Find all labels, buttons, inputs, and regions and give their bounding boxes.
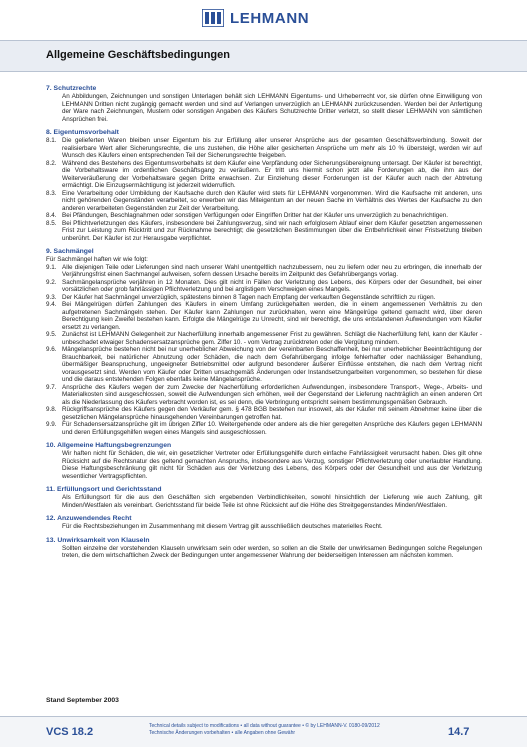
section-recht — [46, 514, 482, 531]
section-title: 11. Erfüllungsort und Gerichtsstand — [46, 486, 162, 493]
section-title: 13. Unwirksamkeit von Klauseln — [46, 536, 150, 544]
terms-content — [46, 84, 482, 565]
clause — [46, 301, 482, 331]
section-schutzrechte — [46, 84, 482, 123]
brand-name: LEHMANN — [230, 9, 310, 27]
clause-number: 9.2. — [46, 278, 57, 286]
clause-text: Rückgriffsansprüche des Käufers gegen den Verkäufer gem. § 478 BGB bestehen nur insoweit, als der Käufer mit seinem Abnehmer keine über die gesetzlichen Mängelansprüche hinausgehenden Vereinbarungen getroffen hat. — [62, 406, 482, 421]
clause — [46, 406, 482, 421]
clause-text: Ansprüche des Käufers wegen der zum Zwecke der Nacherfüllung erforderlichen Aufwendungen, insbesondere Transport-, Wege-, Arbeits- und Materialkosten sind ausgeschlossen, soweit die Aufwendungen sich erhöhen, weil der Gegenstand der Lieferung nachträglich an einen anderen Ort als die Niederlassung des Käufers verbracht worden ist, es sei denn, die Verbringung entspricht seinem bestimmungsgemäßen Gebrauch. — [62, 383, 482, 406]
page-title: Allgemeine Geschäftsbedingungen — [46, 49, 230, 61]
lehmann-logo-icon — [202, 9, 224, 27]
page-header — [0, 0, 527, 36]
clause-text: Zunächst ist LEHMANN Gelegenheit zur Nacherfüllung innerhalb angemessener Frist zu gewähren. Schlägt die Nacherfüllung fehl, kann der Käufer - unbeschadet etwaiger Schadensersatzansprüche gem. Ziffer 10. - vom Vertrag zurücktreten oder die Vergütung mindern. — [62, 331, 482, 346]
clause-text: Bei Pflichtverletzungen des Käufers, insbesondere bei Zahlungsverzug, sind wir nach erfolglosem Ablauf einer dem Käufer gesetzten angemessenen Frist zur Leistung zum Rücktritt und zur Rücknahme berechtigt; die gesetzlichen Bestimmungen über die Entbehrlichkeit einer Fristsetzung bleiben unberührt. Der Käufer ist zur Herausgabe verpflichtet. — [62, 219, 482, 242]
section-title: 10. Allgemeine Haftungsbegrenzungen — [46, 442, 172, 449]
clause — [46, 190, 482, 213]
clause — [46, 384, 482, 407]
clause — [46, 346, 482, 384]
clause-number: 9.6. — [46, 346, 57, 353]
clause-number: 9.8. — [46, 406, 57, 413]
section-title: 12. Anzuwendendes Recht — [46, 515, 132, 522]
section-text: An Abbildungen, Zeichnungen und sonstigen Unterlagen behält sich LEHMANN Eigentums- und Urheberrecht vor, sie dürfen ohne Einwilligung von LEHMANN Dritten nicht zugängig gemacht werden und sind auf Verlangen unverzüglich an LEHMANN zurückzusenden. Werden bei der Anfertigung der Ware nach Zeichnungen, Mustern oder sonstigen Angaben des Käufers Schutzrechte Dritter verletzt, so stellt dieser LEHMANN von sämtlichen Ansprüchen frei. — [62, 93, 482, 123]
title-band — [0, 40, 527, 72]
section-title: 8. Eigentumsvorbehalt — [46, 129, 119, 136]
section-sachmaengel — [46, 247, 482, 436]
document-date: Stand September 2003 — [46, 697, 119, 704]
lehmann-logo — [202, 9, 309, 27]
page-footer — [0, 716, 527, 747]
clause-text: Für Schadensersatzansprüche gilt im übrigen Ziffer 10. Weitergehende oder andere als die hier geregelten Ansprüche des Käufers gegen LEHMANN und deren Erfüllungsgehilfen wegen eines Mangels sind ausgeschlossen. — [62, 421, 482, 436]
section-eigentumsvorbehalt — [46, 128, 482, 242]
clause-number: 8.4. — [46, 212, 57, 219]
clause — [46, 421, 482, 436]
clause-text: Bei Mängelrügen dürfen Zahlungen des Käufers in einem Umfang zurückgehalten werden, die in einem angemessenen Verhältnis zu den aufgetretenen Sachmängeln stehen. Der Käufer kann Zahlungen nur zurückhalten, wenn eine Mängelrüge geltend gemacht wird, über deren Berechtigung kein Zweifel bestehen kann. Erfolgte die Mängelrüge zu Unrecht, sind wir berechtigt, die uns entstandenen Aufwendungen vom Käufer ersetzt zu verlangen. — [62, 301, 482, 331]
clause-number: 8.3. — [46, 189, 57, 197]
clause-text: Eine Verarbeitung oder Umbildung der Kaufsache durch den Käufer wird stets für LEHMANN vorgenommen. Wird die Kaufsache mit anderen, uns nicht gehörenden Gegenständen verarbeitet, so erwerben wir das Miteigentum an der neuen Sache im Verhältnis des Wertes der Kaufsache zu den anderen verarbeiteten Gegenständen zur Zeit der Verarbeitung. — [62, 189, 482, 212]
page-number: 14.7 — [448, 726, 470, 738]
clause-text: Mängelansprüche bestehen nicht bei nur unerheblicher Abweichung von der vereinbarten Beschaffenheit, bei nur unerheblicher Beeinträchtigung der Brauchbarkeit, bei natürlicher Abnutzung oder Schäden, die nach dem Gefahrübergang infolge fehlerhafter oder nachlässiger Behandlung, übermäßiger Beanspruchung, ungeeigneter Betriebsmittel oder aufgrund besonderer äußerer Einflüsse entstehen, die nach dem Vertrag nicht vorausgesetzt sind. Werden vom Käufer oder Dritten unsachgemäß Änderungen oder Instandsetzungarbeiten vorgenommen, so bestehen für diese und die daraus entstehenden Folgen ebenfalls keine Mängelansprüche. — [62, 346, 482, 383]
clause — [46, 160, 482, 190]
section-text: Wir haften nicht für Schäden, die wir, ein gesetzlicher Vertreter oder Erfüllungsgehilfe durch einfache Fahrlässigkeit verursacht haben. Dies gilt ohne Rücksicht auf die Rechtsnatur des geltend gemachten Anspruchs, insbesondere aus Verzug, sonstiger Pflichtverletzung oder unerlaubter Handlung. Diese Haftungsbeschränkung gilt nicht für Schäden aus der Verletzung des Lebens, des Körpers oder der Gesundheit und aus der Verletzung wesentlicher Vertragspflichten. — [62, 450, 482, 480]
clause-number: 8.2. — [46, 159, 57, 167]
clause-text: Alle diejenigen Teile oder Lieferungen sind nach unserer Wahl unentgeltlich nachzubessern, neu zu liefern oder neu zu erbringen, die innerhalb der Verjährungsfrist einen Sachmangel aufweisen, sofern dessen Ursache bereits im Zeitpunkt des Gefahrübergangs vorlag. — [62, 263, 482, 278]
clause-number: 8.1. — [46, 137, 57, 144]
clause-number: 8.5. — [46, 219, 57, 227]
section-intro: Für Sachmängel haften wir wie folgt: — [46, 256, 148, 263]
section-text: Für die Rechtsbeziehungen im Zusammenhang mit diesem Vertrag gilt ausschließlich deutsches materielles Recht. — [62, 523, 383, 530]
clause-number: 9.1. — [46, 263, 57, 271]
clause-text: Die gelieferten Waren bleiben unser Eigentum bis zur Erfüllung aller unserer Ansprüche aus der gesamten Geschäftsverbindung. Soweit der realisierbare Wert aller Sicherungsrechte, die uns zustehen, die Höhe aller gesicherten Ansprüche um mehr als 10 % übersteigt, werden wir auf Wunsch des Käufers einen entsprechenden Teil der Sicherungsrechte freigeben. — [62, 137, 482, 159]
footer-disclaimer — [149, 723, 380, 737]
clause-text: Während des Bestehens des Eigentumsvorbehalts ist dem Käufer eine Verpfändung oder Sicherungsübereignung untersagt. Der Käufer ist berechtigt, die Vorbehaltsware im ordentlichen Geschäftsgang zu veräußern. Er tritt uns hiermit schon jetzt alle Forderungen ab, die ihm aus der Weiterveräußerung der Vorbehaltsware gegen Dritte erwachsen. Zur Einziehung dieser Forderungen ist der Käufer auch nach der Abtretung ermächtigt. Die Einzugsermächtigung ist jederzeit widerruflich. — [62, 159, 482, 189]
clause — [46, 264, 482, 279]
clause-number: 9.7. — [46, 383, 57, 391]
section-text: Als Erfüllungsort für die aus den Geschäften sich ergebenden Verbindlichkeiten, sowohl hinsichtlich der Lieferung wie auch Zahlung, gilt Minden/Westfalen als vereinbart. Gerichtsstand für beide Teile ist ohne Rücksicht auf die Höhe des Streitgegenstandes Minden/Westfalen. — [62, 494, 482, 509]
clause — [46, 137, 482, 160]
clause-number: 9.4. — [46, 301, 57, 308]
clause-number: 9.3. — [46, 293, 57, 301]
section-erfuellungsort — [46, 485, 482, 509]
section-unwirksamkeit — [46, 536, 482, 560]
section-haftung — [46, 441, 482, 480]
section-text: Sollten einzelne der vorstehenden Klauseln unwirksam sein oder werden, so sollen an die Stelle der unwirksamen Bedingungen solche Regelungen treten, die dem wirtschaftlichen Zweck der Bedingungen unter angemessener Wahrung der beiderseitigen Interessen am nächsten kommen. — [62, 544, 482, 559]
disclaimer-en: Technical details subject to modifications • all data without guarantee • © by LEHMANN-V. 0180-09/2012 — [149, 723, 380, 729]
section-title: 9. Sachmängel — [46, 248, 94, 255]
clause-text: Der Käufer hat Sachmängel unverzüglich, spätestens binnen 8 Tagen nach Empfang der verkauften Gegenstände schriftlich zu rügen. — [62, 293, 436, 301]
clause — [46, 331, 482, 346]
clause — [46, 294, 482, 302]
clause-text: Bei Pfändungen, Beschlagnahmen oder sonstigen Verfügungen oder Eingriffen Dritter hat der Käufer uns unverzüglich zu benachrichtigen. — [62, 212, 448, 219]
clause — [46, 220, 482, 243]
clause — [46, 279, 482, 294]
clause — [46, 212, 482, 220]
clause-number: 9.9. — [46, 421, 57, 428]
clause-number: 9.5. — [46, 331, 57, 338]
disclaimer-de: Technische Änderungen vorbehalten • alle Angaben ohne Gewähr — [149, 730, 296, 736]
section-title: 7. Schutzrechte — [46, 85, 97, 92]
clause-text: Sachmängelansprüche verjähren in 12 Monaten. Dies gilt nicht in Fällen der Verletzung des Lebens, des Körpers oder der Gesundheit, bei einer vorsätzlichen oder grob fahrlässigen Pflichtverletzung und bei arglistigem Verschweigen eines Mangels. — [62, 278, 482, 293]
product-code: VCS 18.2 — [46, 726, 94, 738]
